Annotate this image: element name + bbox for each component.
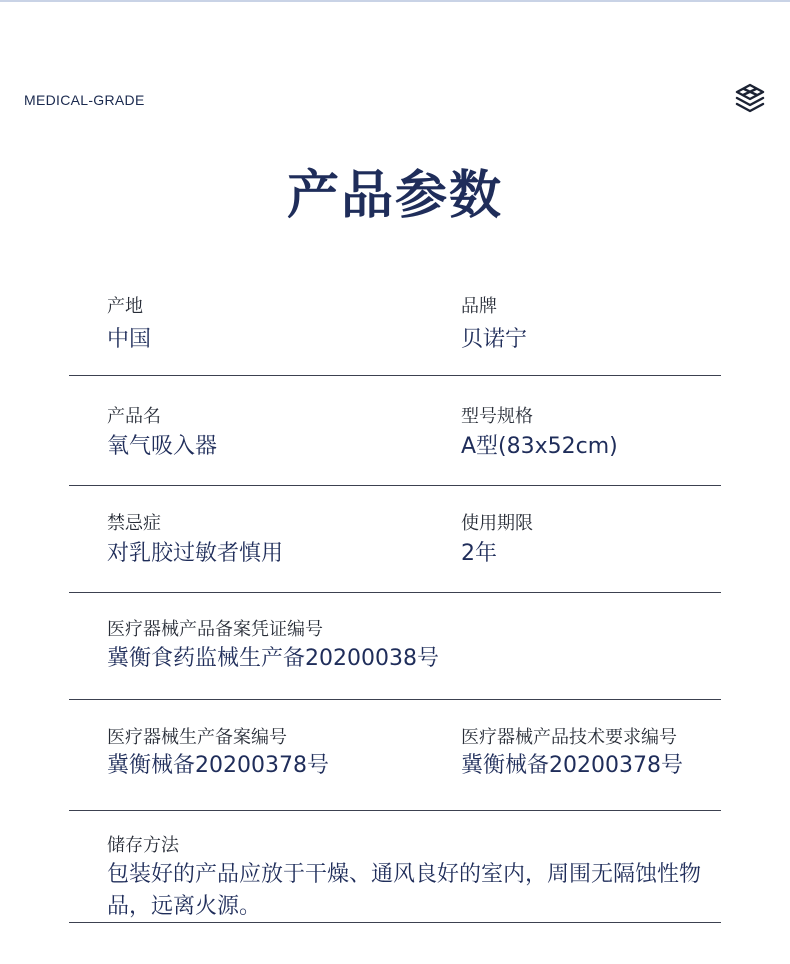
param-row-name-model: [69, 376, 721, 486]
param-label: 医疗器械产品备案凭证编号: [107, 619, 323, 640]
param-label: 医疗器械生产备案编号: [107, 727, 287, 748]
top-border: [0, 0, 790, 2]
param-row-contraindication-shelf-life: [69, 486, 721, 593]
param-value: 氧气吸入器: [107, 434, 218, 459]
param-label: 禁忌症: [107, 513, 161, 534]
param-row-origin-brand: [69, 294, 721, 376]
param-row-storage: [69, 811, 721, 923]
param-value: 中国: [107, 327, 152, 352]
page-title: 产品参数: [286, 166, 503, 226]
param-label: 品牌: [461, 296, 497, 317]
param-value: A型(83x52cm): [461, 434, 618, 459]
param-label: 产地: [107, 296, 143, 317]
param-value: 冀衡械备20200378号: [461, 753, 683, 778]
param-row-record-tech: [69, 700, 721, 811]
param-row-registration: [69, 593, 721, 700]
param-value: 贝诺宁: [461, 327, 528, 352]
param-label: 使用期限: [461, 513, 533, 534]
param-value: 对乳胶过敏者慎用: [107, 541, 284, 566]
param-label: 型号规格: [461, 406, 533, 427]
param-label: 产品名: [107, 406, 161, 427]
layers-stack-icon: [733, 82, 767, 116]
param-label: 医疗器械产品技术要求编号: [461, 727, 677, 748]
param-value: 冀衡械备20200378号: [107, 753, 329, 778]
param-value: 2年: [461, 541, 497, 566]
param-label: 储存方法: [107, 835, 179, 856]
param-value: 包装好的产品应放于干燥、通风良好的室内，周围无隔蚀性物品，远离火源。: [107, 862, 702, 919]
medical-grade-label: MEDICAL-GRADE: [24, 92, 145, 108]
param-value: 冀衡食药监械生产备20200038号: [107, 646, 439, 671]
